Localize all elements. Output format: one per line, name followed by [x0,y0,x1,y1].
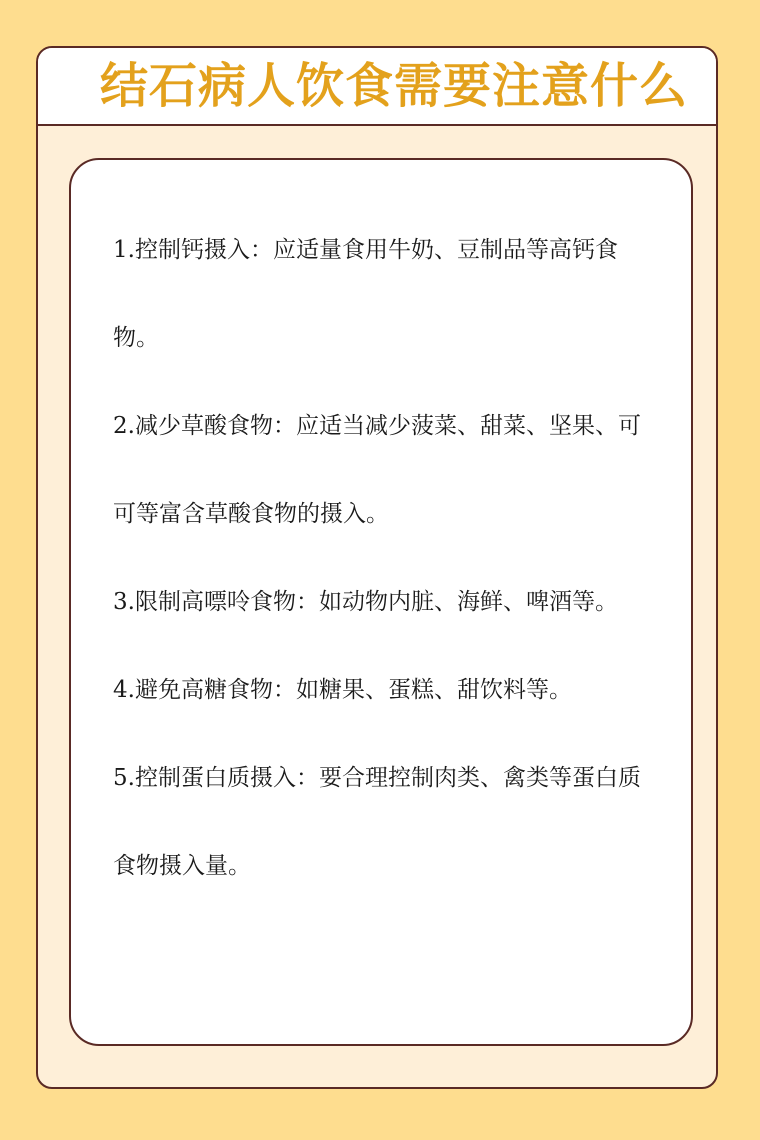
header-bar [38,48,716,126]
page-title: 结石病人饮食需要注意什么 [100,58,689,114]
content-panel [69,158,693,1046]
item-number: 2. [113,413,135,439]
list-item [113,734,653,910]
card [36,46,718,1089]
item-number: 5. [113,765,135,791]
list-item [113,206,653,382]
item-text: 限制高嘌呤食物：如动物内脏、海鲜、啤酒等。 [134,589,618,615]
item-number: 4. [113,677,135,703]
list-item [113,558,653,646]
item-number: 1. [113,237,135,263]
item-text: 控制钙摄入：应适量食用牛奶、豆制品等高钙食物。 [113,237,618,351]
list-item [113,646,653,734]
item-text: 控制蛋白质摄入：要合理控制肉类、禽类等蛋白质食物摄入量。 [113,765,641,879]
item-text: 避免高糖食物：如糖果、蛋糕、甜饮料等。 [134,677,572,703]
tips-list [113,206,653,910]
item-number: 3. [113,589,135,615]
item-text: 减少草酸食物：应适当减少菠菜、甜菜、坚果、可可等富含草酸食物的摄入。 [113,413,641,527]
list-item [113,382,653,558]
